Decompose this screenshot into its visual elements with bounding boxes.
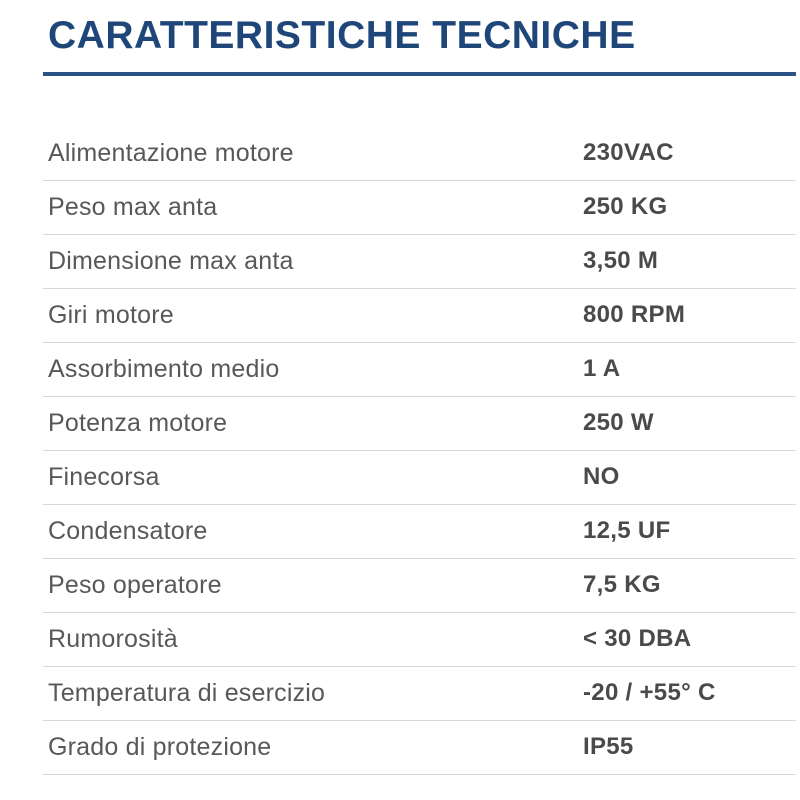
spec-label: Potenza motore bbox=[48, 408, 228, 437]
spec-label: Rumorosità bbox=[48, 624, 178, 653]
spec-row bbox=[43, 343, 796, 397]
spec-row bbox=[43, 181, 796, 235]
spec-row bbox=[43, 451, 796, 505]
specs-table bbox=[43, 127, 796, 775]
spec-value: 7,5 KG bbox=[583, 571, 661, 599]
spec-value: < 30 DBA bbox=[583, 625, 692, 653]
spec-value: 800 RPM bbox=[583, 301, 686, 329]
page-title: CARATTERISTICHE TECNICHE bbox=[48, 14, 636, 57]
spec-value: IP55 bbox=[583, 733, 634, 761]
spec-label: Assorbimento medio bbox=[48, 354, 280, 383]
spec-row bbox=[43, 667, 796, 721]
spec-label: Grado di protezione bbox=[48, 732, 272, 761]
spec-row bbox=[43, 559, 796, 613]
spec-label: Giri motore bbox=[48, 300, 174, 329]
spec-label: Temperatura di esercizio bbox=[48, 678, 326, 707]
spec-value: NO bbox=[583, 463, 620, 491]
spec-row bbox=[43, 505, 796, 559]
title-underline-rule bbox=[43, 72, 796, 76]
spec-value: 12,5 UF bbox=[583, 517, 671, 545]
spec-value: -20 / +55° C bbox=[583, 679, 716, 707]
spec-label: Peso max anta bbox=[48, 192, 218, 221]
spec-value: 230VAC bbox=[583, 139, 674, 167]
spec-value: 250 KG bbox=[583, 193, 668, 221]
spec-label: Peso operatore bbox=[48, 570, 222, 599]
spec-row bbox=[43, 289, 796, 343]
spec-label: Finecorsa bbox=[48, 462, 160, 491]
spec-row bbox=[43, 613, 796, 667]
spec-row bbox=[43, 127, 796, 181]
spec-row bbox=[43, 235, 796, 289]
spec-value: 1 A bbox=[583, 355, 621, 383]
spec-value: 250 W bbox=[583, 409, 654, 437]
spec-label: Dimensione max anta bbox=[48, 246, 294, 275]
spec-row bbox=[43, 721, 796, 775]
spec-value: 3,50 M bbox=[583, 247, 659, 275]
spec-label: Alimentazione motore bbox=[48, 138, 294, 167]
spec-row bbox=[43, 397, 796, 451]
spec-label: Condensatore bbox=[48, 516, 208, 545]
